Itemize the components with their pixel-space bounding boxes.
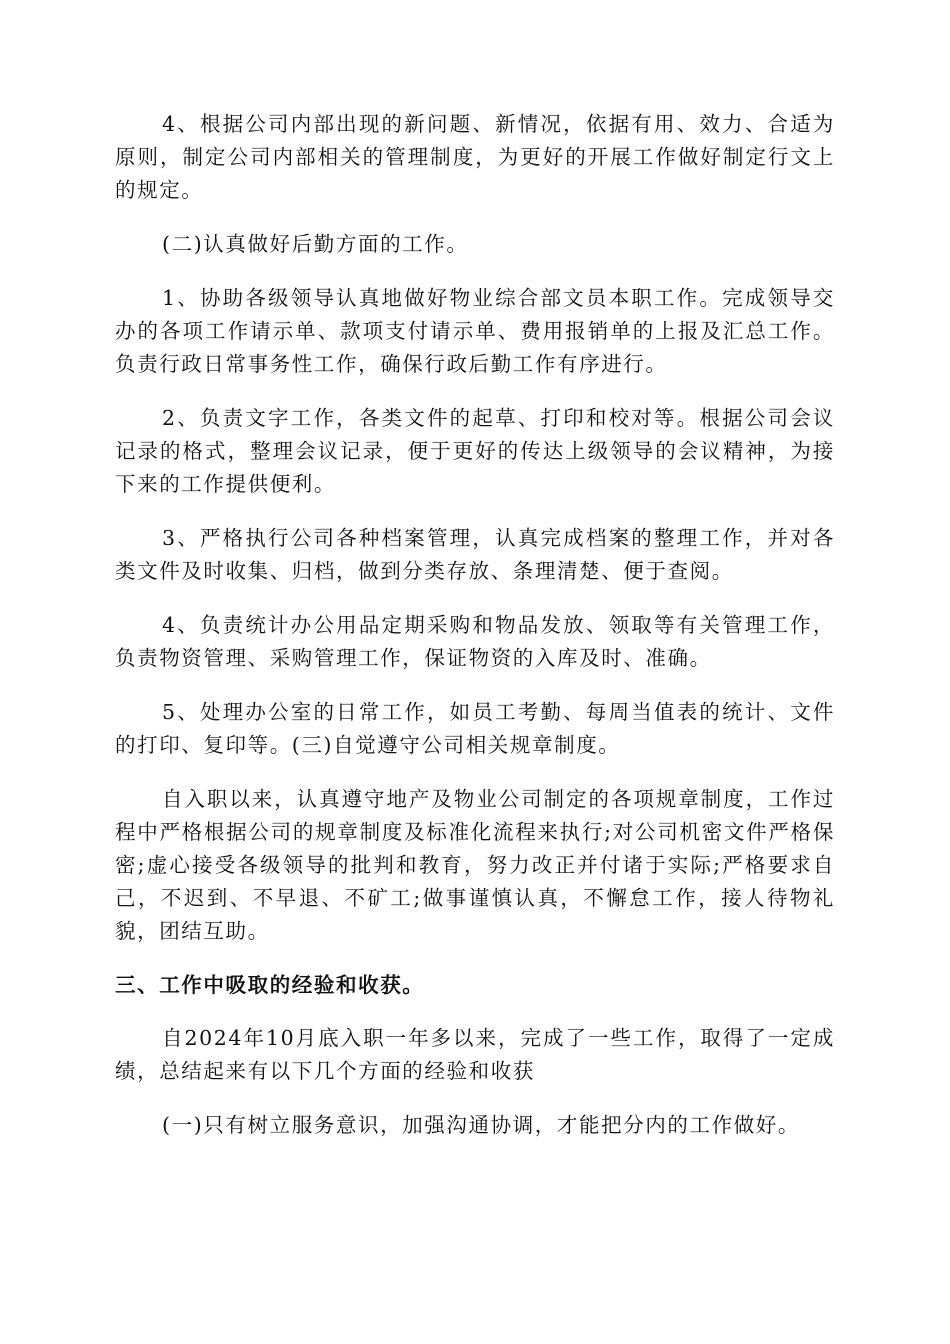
section-heading-experience: 三、工作中吸取的经验和收获。 bbox=[115, 973, 425, 997]
paragraph-archive-management: 3、严格执行公司各种档案管理，认真完成档案的整理工作，并对各类文件及时收集、归档，做到分类存放、条理清楚、便于查阅。 bbox=[115, 526, 835, 583]
paragraph-rule-making: 4、根据公司内部出现的新问题、新情况，依据有用、效力、合适为原则，制定公司内部相关的管理制度，为更好的开展工作做好制定行文上的规定。 bbox=[115, 112, 835, 202]
paragraph-service-awareness: (一)只有树立服务意识，加强沟通协调，才能把分内的工作做好。 bbox=[162, 1113, 800, 1137]
paragraph-assist-leaders: 1、协助各级领导认真地做好物业综合部文员本职工作。完成领导交办的各项工作请示单、款项支付请示单、费用报销单的上报及汇总工作。负责行政日常事务性工作，确保行政后勤工作有序进行。 bbox=[115, 286, 835, 376]
subheading-logistics: (二)认真做好后勤方面的工作。 bbox=[162, 232, 469, 256]
paragraph-daily-office-work: 5、处理办公室的日常工作，如员工考勤、每周当值表的统计、文件的打印、复印等。(三)自觉遵守公司相关规章制度。 bbox=[115, 700, 835, 757]
paragraph-office-supplies: 4、负责统计办公用品定期采购和物品发放、领取等有关管理工作，负责物资管理、采购管理工作，保证物资的入库及时、准确。 bbox=[115, 613, 835, 670]
paragraph-rules-compliance: 自入职以来，认真遵守地产及物业公司制定的各项规章制度，工作过程中严格根据公司的规章制度及标准化流程来执行;对公司机密文件严格保密;虚心接受各级领导的批判和教育，努力改正并付诸于实际;严格要求自己，不迟到、不早退、不矿工;做事谨慎认真，不懈怠工作，接人待物礼貌，团结互助。 bbox=[115, 787, 835, 943]
document-body bbox=[115, 108, 835, 1163]
paragraph-document-work: 2、负责文字工作，各类文件的起草、打印和校对等。根据公司会议记录的格式，整理会议记录，便于更好的传达上级领导的会议精神，为接下来的工作提供便利。 bbox=[115, 406, 835, 496]
paragraph-experience-intro: 自2024年10月底入职一年多以来，完成了一些工作，取得了一定成绩，总结起来有以下几个方面的经验和收获 bbox=[115, 1026, 835, 1083]
